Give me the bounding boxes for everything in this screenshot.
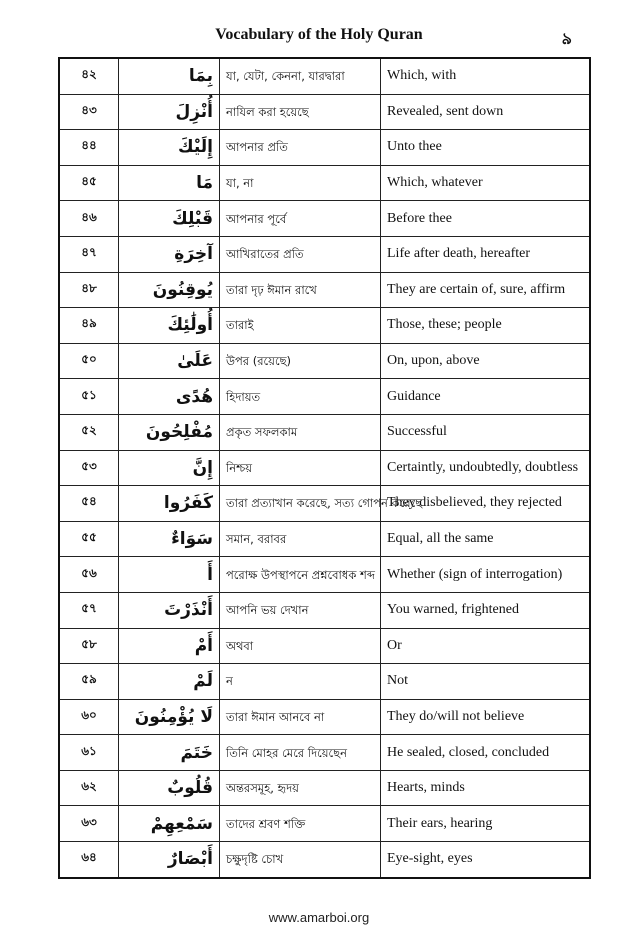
bengali-meaning: ন (220, 664, 381, 700)
arabic-word: أَنْذَرْتَ (119, 592, 220, 628)
bengali-meaning: তাদের শ্রবণ শক্তি (220, 806, 381, 842)
english-meaning: Revealed, sent down (381, 94, 591, 130)
bengali-meaning: প্রকৃত সফলকাম (220, 414, 381, 450)
english-meaning: Eye-sight, eyes (381, 842, 591, 878)
row-number: ৫০ (59, 343, 119, 379)
bengali-meaning: আখিরাতের প্রতি (220, 236, 381, 272)
row-number: ৫৬ (59, 557, 119, 593)
table-row (59, 201, 590, 237)
table-row (59, 770, 590, 806)
table-row (59, 58, 590, 94)
footer-url[interactable]: www.amarboi.org (268, 910, 370, 925)
arabic-word: أَ (119, 557, 220, 593)
row-number: ৪৮ (59, 272, 119, 308)
table-row (59, 664, 590, 700)
table-row (59, 94, 590, 130)
table-row (59, 557, 590, 593)
english-meaning: They do/will not believe (381, 699, 591, 735)
row-number: ৬৩ (59, 806, 119, 842)
arabic-word: لَمْ (119, 664, 220, 700)
row-number: ৬৪ (59, 842, 119, 878)
arabic-word: أُولَٰئِكَ (119, 308, 220, 344)
bengali-meaning: যা, যেটা, কেননা, যারদ্বারা (220, 58, 381, 94)
english-meaning: They are certain of, sure, affirm (381, 272, 591, 308)
english-meaning: You warned, frightened (381, 592, 591, 628)
arabic-word: إِنَّ (119, 450, 220, 486)
bengali-meaning: তারা দৃঢ় ঈমান রাখে (220, 272, 381, 308)
bengali-meaning: অথবা (220, 628, 381, 664)
table-row (59, 450, 590, 486)
bengali-meaning: হিদায়ত (220, 379, 381, 415)
bengali-meaning: সমান, বরাবর (220, 521, 381, 557)
arabic-word: مُفْلِحُونَ (119, 414, 220, 450)
english-meaning: Hearts, minds (381, 770, 591, 806)
english-meaning: Life after death, hereafter (381, 236, 591, 272)
table-row (59, 842, 590, 878)
arabic-word: بِمَا (119, 58, 220, 94)
bengali-meaning: নাযিল করা হয়েছে (220, 94, 381, 130)
table-row (59, 236, 590, 272)
row-number: ৪৪ (59, 130, 119, 166)
page-header (0, 22, 638, 52)
table-row (59, 308, 590, 344)
row-number: ৪৯ (59, 308, 119, 344)
bengali-meaning: তারাই (220, 308, 381, 344)
row-number: ৬২ (59, 770, 119, 806)
arabic-word: أَمْ (119, 628, 220, 664)
english-meaning: Guidance (381, 379, 591, 415)
english-meaning: Whether (sign of interrogation) (381, 557, 591, 593)
row-number: ৪৬ (59, 201, 119, 237)
table-row (59, 165, 590, 201)
english-meaning: Which, with (381, 58, 591, 94)
arabic-word: قُلُوبٌ (119, 770, 220, 806)
row-number: ৫৩ (59, 450, 119, 486)
row-number: ৫৯ (59, 664, 119, 700)
page-title: Vocabulary of the Holy Quran (215, 26, 423, 43)
english-meaning: Their ears, hearing (381, 806, 591, 842)
bengali-meaning: আপনার পূর্বে (220, 201, 381, 237)
row-number: ৫৮ (59, 628, 119, 664)
vocabulary-table-body (59, 58, 590, 878)
arabic-word: إِلَيْكَ (119, 130, 220, 166)
arabic-word: سَوَاءٌ (119, 521, 220, 557)
page-number: ৯ (561, 29, 572, 48)
bengali-meaning: আপনার প্রতি (220, 130, 381, 166)
row-number: ৫২ (59, 414, 119, 450)
english-meaning: Unto thee (381, 130, 591, 166)
arabic-word: خَتَمَ (119, 735, 220, 771)
table-row (59, 521, 590, 557)
table-row (59, 628, 590, 664)
row-number: ৬০ (59, 699, 119, 735)
arabic-word: كَفَرُوا (119, 486, 220, 522)
english-meaning: Not (381, 664, 591, 700)
row-number: ৫১ (59, 379, 119, 415)
row-number: ৫৭ (59, 592, 119, 628)
vocabulary-table (58, 57, 591, 879)
arabic-word: لَا يُؤْمِنُونَ (119, 699, 220, 735)
table-row (59, 486, 590, 522)
bengali-meaning: তারা ঈমান আনবে না (220, 699, 381, 735)
table-row (59, 806, 590, 842)
english-meaning: Which, whatever (381, 165, 591, 201)
row-number: ৪৩ (59, 94, 119, 130)
table-row (59, 592, 590, 628)
english-meaning: On, upon, above (381, 343, 591, 379)
bengali-meaning: চক্ষুদৃষ্টি চোখ (220, 842, 381, 878)
row-number: ৫৫ (59, 521, 119, 557)
row-number: ৪৫ (59, 165, 119, 201)
english-meaning: Successful (381, 414, 591, 450)
row-number: ৫৪ (59, 486, 119, 522)
bengali-meaning: আপনি ভয় দেখান (220, 592, 381, 628)
bengali-meaning: তারা প্রত্যাখান করেছে, সত্য গোপন করেছে (220, 486, 381, 522)
table-row (59, 699, 590, 735)
row-number: ৪৭ (59, 236, 119, 272)
arabic-word: يُوقِنُونَ (119, 272, 220, 308)
bengali-meaning: পরোক্ষ উপস্থাপনে প্রশ্নবোধক শব্দ (220, 557, 381, 593)
table-row (59, 272, 590, 308)
english-meaning: Those, these; people (381, 308, 591, 344)
bengali-meaning: যা, না (220, 165, 381, 201)
english-meaning: They disbelieved, they rejected (381, 486, 591, 522)
arabic-word: هُدًى (119, 379, 220, 415)
arabic-word: أَبْصَارٌ (119, 842, 220, 878)
table-row (59, 735, 590, 771)
bengali-meaning: নিশ্চয় (220, 450, 381, 486)
table-row (59, 130, 590, 166)
english-meaning: Certaintly, undoubtedly, doubtless (381, 450, 591, 486)
table-row (59, 379, 590, 415)
bengali-meaning: উপর (রয়েছে) (220, 343, 381, 379)
arabic-word: عَلَىٰ (119, 343, 220, 379)
english-meaning: He sealed, closed, concluded (381, 735, 591, 771)
bengali-meaning: অন্তরসমূহ, হৃদয় (220, 770, 381, 806)
arabic-word: آخِرَةِ (119, 236, 220, 272)
table-row (59, 343, 590, 379)
bengali-meaning: তিনি মোহর মেরে দিয়েছেন (220, 735, 381, 771)
arabic-word: مَا (119, 165, 220, 201)
table-row (59, 414, 590, 450)
english-meaning: Equal, all the same (381, 521, 591, 557)
arabic-word: قَبْلِكَ (119, 201, 220, 237)
row-number: ৪২ (59, 58, 119, 94)
arabic-word: أُنْزِلَ (119, 94, 220, 130)
english-meaning: Before thee (381, 201, 591, 237)
arabic-word: سَمْعِهِمْ (119, 806, 220, 842)
english-meaning: Or (381, 628, 591, 664)
row-number: ৬১ (59, 735, 119, 771)
